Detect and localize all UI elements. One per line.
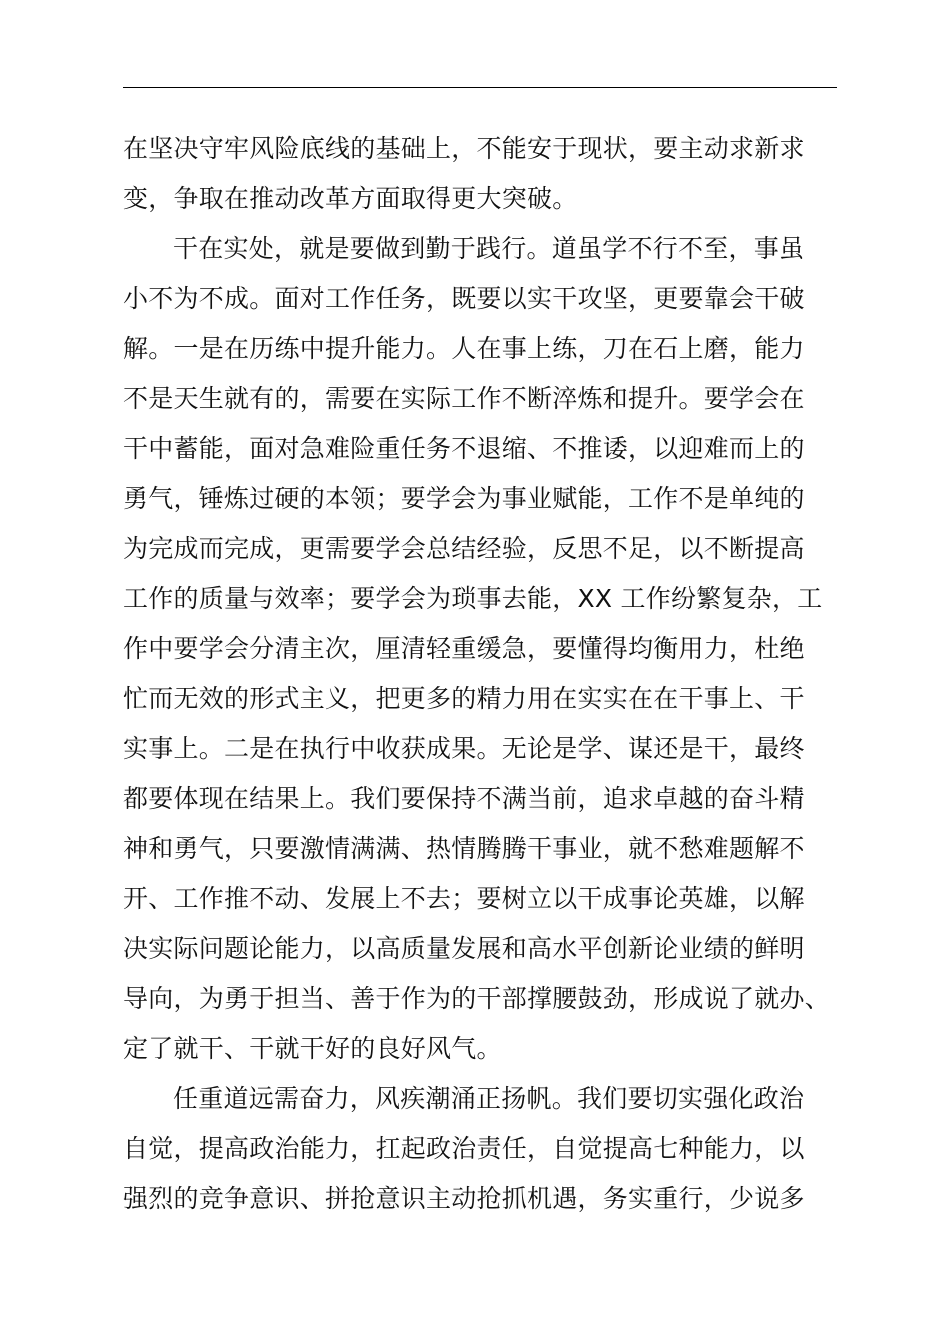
text-line: 变，争取在推动改革方面取得更大突破。: [123, 184, 578, 213]
paragraph-start-line: 任重道远需奋力，风疾潮涌正扬帆。我们要切实强化政治: [173, 1084, 805, 1113]
text-line: 导向，为勇于担当、善于作为的干部撑腰鼓劲，形成说了就办、: [123, 984, 831, 1013]
text-line: 忙而无效的形式主义，把更多的精力用在实实在在干事上、干: [123, 684, 805, 713]
text-line: 为完成而完成，更需要学会总结经验，反思不足，以不断提高: [123, 534, 805, 563]
text-line: 强烈的竞争意识、拼抢意识主动抢抓机遇，务实重行，少说多: [123, 1184, 805, 1213]
text-line: 小不为不成。面对工作任务，既要以实干攻坚，更要靠会干破: [123, 284, 805, 313]
header-rule: [123, 87, 837, 88]
text-line: 开、工作推不动、发展上不去；要树立以干成事论英雄，以解: [123, 884, 805, 913]
text-line: 定了就干、干就干好的良好风气。: [123, 1034, 502, 1063]
text-line: 工作的质量与效率；要学会为琐事去能，XX 工作纷繁复杂，工: [123, 584, 823, 613]
text-line: 神和勇气，只要激情满满、热情腾腾干事业，就不愁难题解不: [123, 834, 805, 863]
text-line: 作中要学会分清主次，厘清轻重缓急，要懂得均衡用力，杜绝: [123, 634, 805, 663]
paragraph-start-line: 干在实处，就是要做到勤于践行。道虽学不行不至，事虽: [173, 234, 805, 263]
text-line: 解。一是在历练中提升能力。人在事上练，刀在石上磨，能力: [123, 334, 805, 363]
text-line: 决实际问题论能力，以高质量发展和高水平创新论业绩的鲜明: [123, 934, 805, 963]
text-line: 自觉，提高政治能力，扛起政治责任，自觉提高七种能力，以: [123, 1134, 805, 1163]
text-line: 干中蓄能，面对急难险重任务不退缩、不推诿，以迎难而上的: [123, 434, 805, 463]
text-line: 勇气，锤炼过硬的本领；要学会为事业赋能，工作不是单纯的: [123, 484, 805, 513]
text-line: 都要体现在结果上。我们要保持不满当前，追求卓越的奋斗精: [123, 784, 805, 813]
text-line: 在坚决守牢风险底线的基础上，不能安于现状，要主动求新求: [123, 134, 805, 163]
text-line: 不是天生就有的，需要在实际工作不断淬炼和提升。要学会在: [123, 384, 805, 413]
text-line: 实事上。二是在执行中收获成果。无论是学、谋还是干，最终: [123, 734, 805, 763]
